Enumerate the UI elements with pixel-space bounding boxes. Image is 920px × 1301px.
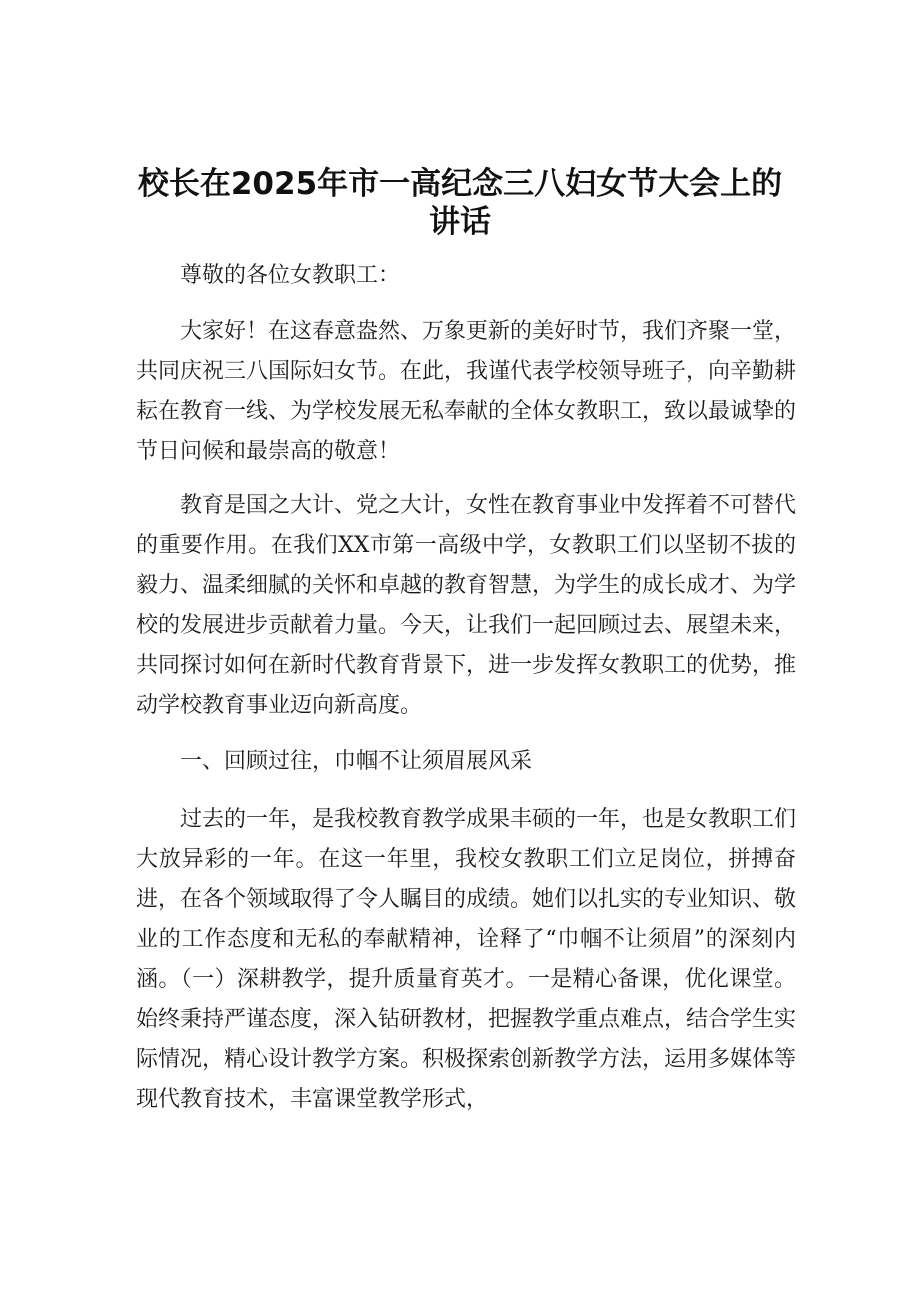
document-title-line-2: 讲话 xyxy=(429,204,491,240)
salutation: 尊敬的各位女教职工： xyxy=(180,263,401,288)
paragraph-greeting: 大家好！在这春意盎然、万象更新的美好时节，我们齐聚一堂，共同庆祝三八国际妇女节。在此，我谨代表学校领导班子，向辛勤耕耘在教育一线、为学校发展无私奉献的全体女教职工，致以最诚挚的节日问候和最崇高的敬意！ xyxy=(136,319,797,464)
section-heading: 一、回顾过往，巾帼不让须眉展风采 xyxy=(180,749,533,774)
section-paragraph: 过去的一年，是我校教育教学成果丰硕的一年，也是女教职工们大放异彩的一年。在这一年里，我校女教职工们立足岗位，拼搏奋进，在各个领域取得了令人瞩目的成绩。她们以扎实的专业知识、敬业的工作态度和无私的奉献精神，诠释了“巾帼不让须眉”的深刻内涵。（一）深耕教学，提升质量育英才。一是精心备课，优化课堂。始终秉持严谨态度，深入钻研教材，把握教学重点难点，结合学生实际情况，精心设计教学方案。积极探索创新教学方法，运用多媒体等现代教育技术，丰富课堂教学形式， xyxy=(136,807,797,1112)
paragraph-education-importance: 教育是国之大计、党之大计，女性在教育事业中发挥着不可替代的重要作用。在我们XX市第一高级中学，女教职工们以坚韧不拔的毅力、温柔细腻的关怀和卓越的教育智慧，为学生的成长成才、为学校的发展进步贡献着力量。今天，让我们一起回顾过去、展望未来，共同探讨如何在新时代教育背景下，进一步发挥女教职工的优势，推动学校教育事业迈向新高度。 xyxy=(136,493,797,718)
document-title-line-1: 校长在2025年市一高纪念三八妇女节大会上的 xyxy=(137,166,783,202)
